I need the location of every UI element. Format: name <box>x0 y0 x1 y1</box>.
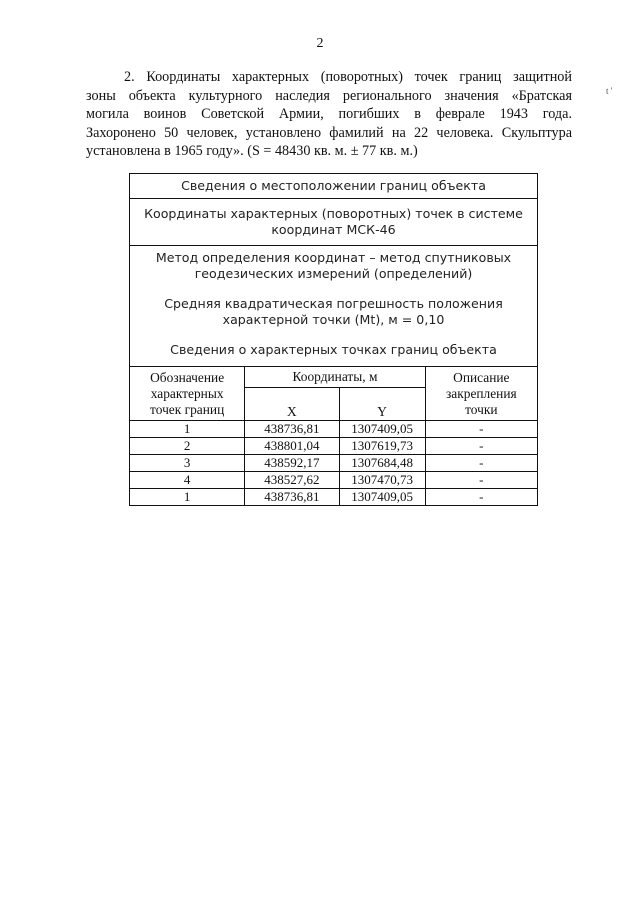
desc-cell: - <box>425 438 537 455</box>
header-text: точек границ <box>150 401 225 417</box>
method-cell <box>130 246 538 367</box>
header-coordinates: Координаты, м <box>245 367 425 388</box>
x-cell: 438736,81 <box>245 489 339 506</box>
table-row <box>130 472 538 489</box>
y-cell: 1307409,05 <box>339 421 425 438</box>
table-row <box>130 489 538 506</box>
table-title: Сведения о местоположении границ объекта <box>130 174 538 199</box>
header-text: Обозначение <box>150 369 225 385</box>
table-row <box>130 438 538 455</box>
point-cell: 3 <box>130 455 245 472</box>
header-x: X <box>245 388 339 421</box>
table-row <box>130 455 538 472</box>
header-description <box>425 367 537 421</box>
page-number: 2 <box>316 36 324 51</box>
header-text: характерных <box>150 385 224 401</box>
paragraph-line: зоны объекта культурного наследия регионального значения «Братская <box>86 87 572 104</box>
desc-cell: - <box>425 489 537 506</box>
y-cell: 1307619,73 <box>339 438 425 455</box>
point-cell: 1 <box>130 489 245 506</box>
x-cell: 438801,04 <box>245 438 339 455</box>
points-info-line: Сведения о характерных точках границ объекта <box>170 342 497 357</box>
boundary-coordinates-table <box>129 173 538 506</box>
header-text: закрепления <box>446 385 517 401</box>
paragraph-line: могила воинов Советской Армии, погибших в феврале 1943 года. <box>86 106 572 123</box>
y-cell: 1307409,05 <box>339 489 425 506</box>
header-text: Описание <box>453 369 510 385</box>
header-y: Y <box>339 388 425 421</box>
accuracy-line: Средняя квадратическая погрешность положения <box>164 296 503 311</box>
paragraph-line: установлена в 1965 году». (S = 48430 кв. м. ± 77 кв. м.) <box>86 143 418 160</box>
accuracy-line: характерной точки (Mt), м = 0,10 <box>222 312 445 327</box>
desc-cell: - <box>425 421 537 438</box>
point-cell: 1 <box>130 421 245 438</box>
coordinate-system-line: Координаты характерных (поворотных) точек в системе <box>144 206 523 221</box>
desc-cell: - <box>425 455 537 472</box>
table-row <box>130 421 538 438</box>
y-cell: 1307684,48 <box>339 455 425 472</box>
protective-zone-paragraph <box>86 68 572 161</box>
desc-cell: - <box>425 472 537 489</box>
paragraph-line: 2. Координаты характерных (поворотных) точек границ защитной <box>124 69 572 85</box>
x-cell: 438527,62 <box>245 472 339 489</box>
y-cell: 1307470,73 <box>339 472 425 489</box>
coordinate-system-line: координат МСК-46 <box>271 222 396 237</box>
point-cell: 4 <box>130 472 245 489</box>
x-cell: 438736,81 <box>245 421 339 438</box>
point-cell: 2 <box>130 438 245 455</box>
method-line: Метод определения координат – метод спутниковых <box>155 250 512 265</box>
paragraph-line: Захоронено 50 человек, установлено фамилий на 22 человека. Скульптура <box>86 124 572 141</box>
margin-mark: t ' <box>606 86 613 96</box>
x-cell: 438592,17 <box>245 455 339 472</box>
header-text: точки <box>465 401 498 417</box>
coordinate-system-cell <box>130 199 538 246</box>
method-line: геодезических измерений (определений) <box>194 266 473 281</box>
header-point-designation <box>130 367 245 421</box>
